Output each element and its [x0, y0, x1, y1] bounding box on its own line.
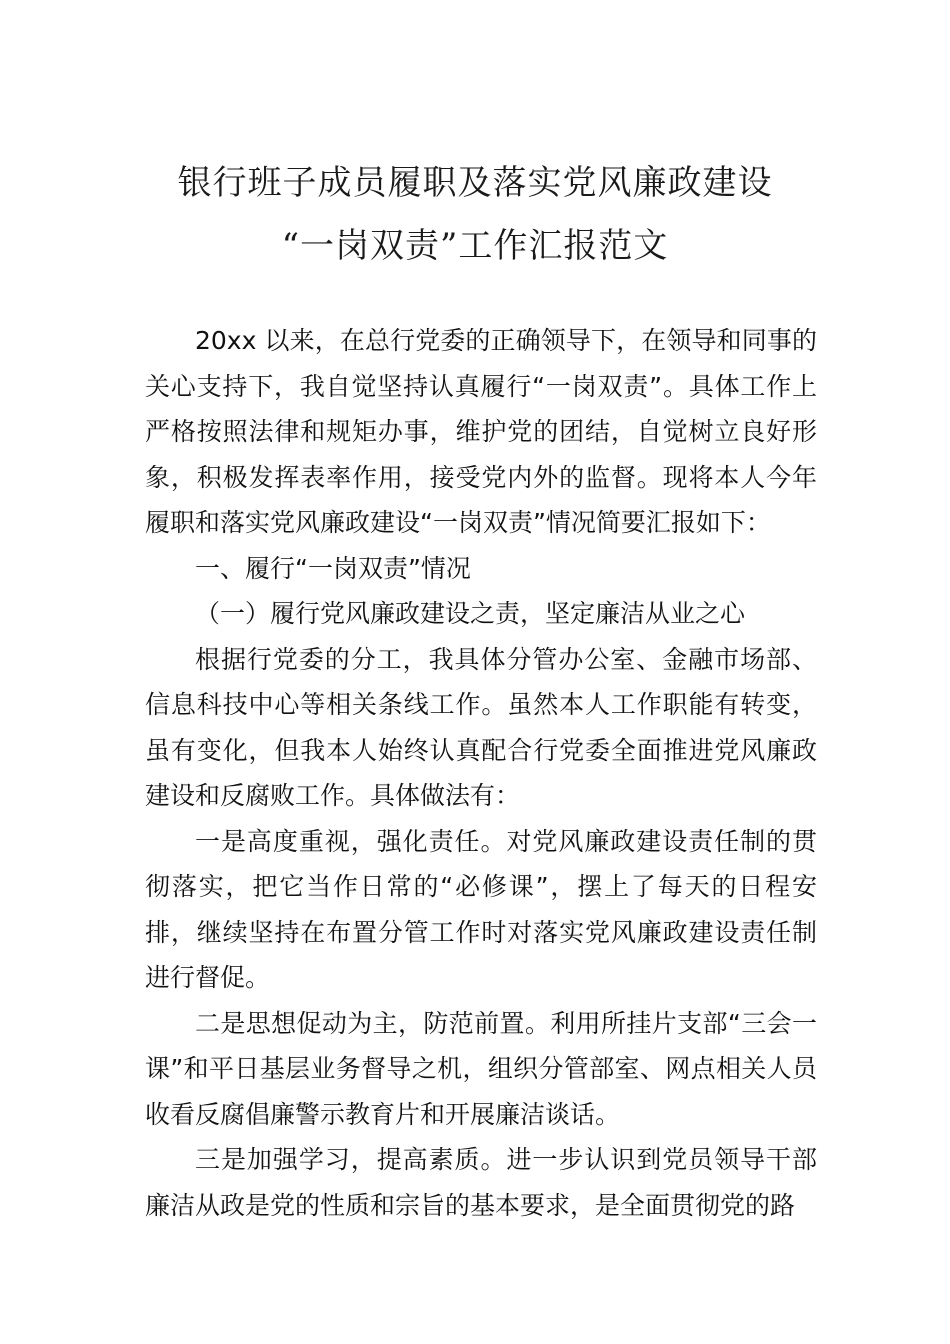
document-title-line-2: “一岗双责”工作汇报范文 [281, 226, 669, 266]
paragraph-division: 根据行党委的分工，我具体分管办公室、金融市场部、信息科技中心等相关条线工作。虽然本人工作职能有转变，虽有变化，但我本人始终认真配合行党委全面推进党风廉政建设和反腐败工作。具体做法有： [145, 644, 817, 810]
document-body [145, 318, 817, 1228]
paragraph-point-1: 一是高度重视，强化责任。对党风廉政建设责任制的贯彻落实，把它当作日常的“必修课”，摆上了每天的日程安排，继续坚持在布置分管工作时对落实党风廉政建设责任制进行督促。 [145, 826, 817, 992]
paragraph-point-3: 三是加强学习，提高素质。进一步认识到党员领导干部廉洁从政是党的性质和宗旨的基本要求，是全面贯彻党的路 [145, 1145, 817, 1220]
section-heading-1: 一、履行“一岗双责”情况 [195, 553, 471, 583]
document-title-line-1: 银行班子成员履职及落实党风廉政建设 [177, 163, 773, 203]
paragraph-intro: 20xx 以来，在总行党委的正确领导下，在领导和同事的关心支持下，我自觉坚持认真履行“一岗双责”。具体工作上严格按照法律和规矩办事，维护党的团结，自觉树立良好形象，积极发挥表率作用，接受党内外的监督。现将本人今年履职和落实党风廉政建设“一岗双责”情况简要汇报如下： [145, 326, 817, 537]
subsection-heading-1: （一）履行党风廉政建设之责，坚定廉洁从业之心 [195, 599, 746, 628]
paragraph-point-2: 二是思想促动为主，防范前置。利用所挂片支部“三会一课”和平日基层业务督导之机，组织分管部室、网点相关人员收看反腐倡廉警示教育片和开展廉洁谈话。 [145, 1008, 817, 1129]
